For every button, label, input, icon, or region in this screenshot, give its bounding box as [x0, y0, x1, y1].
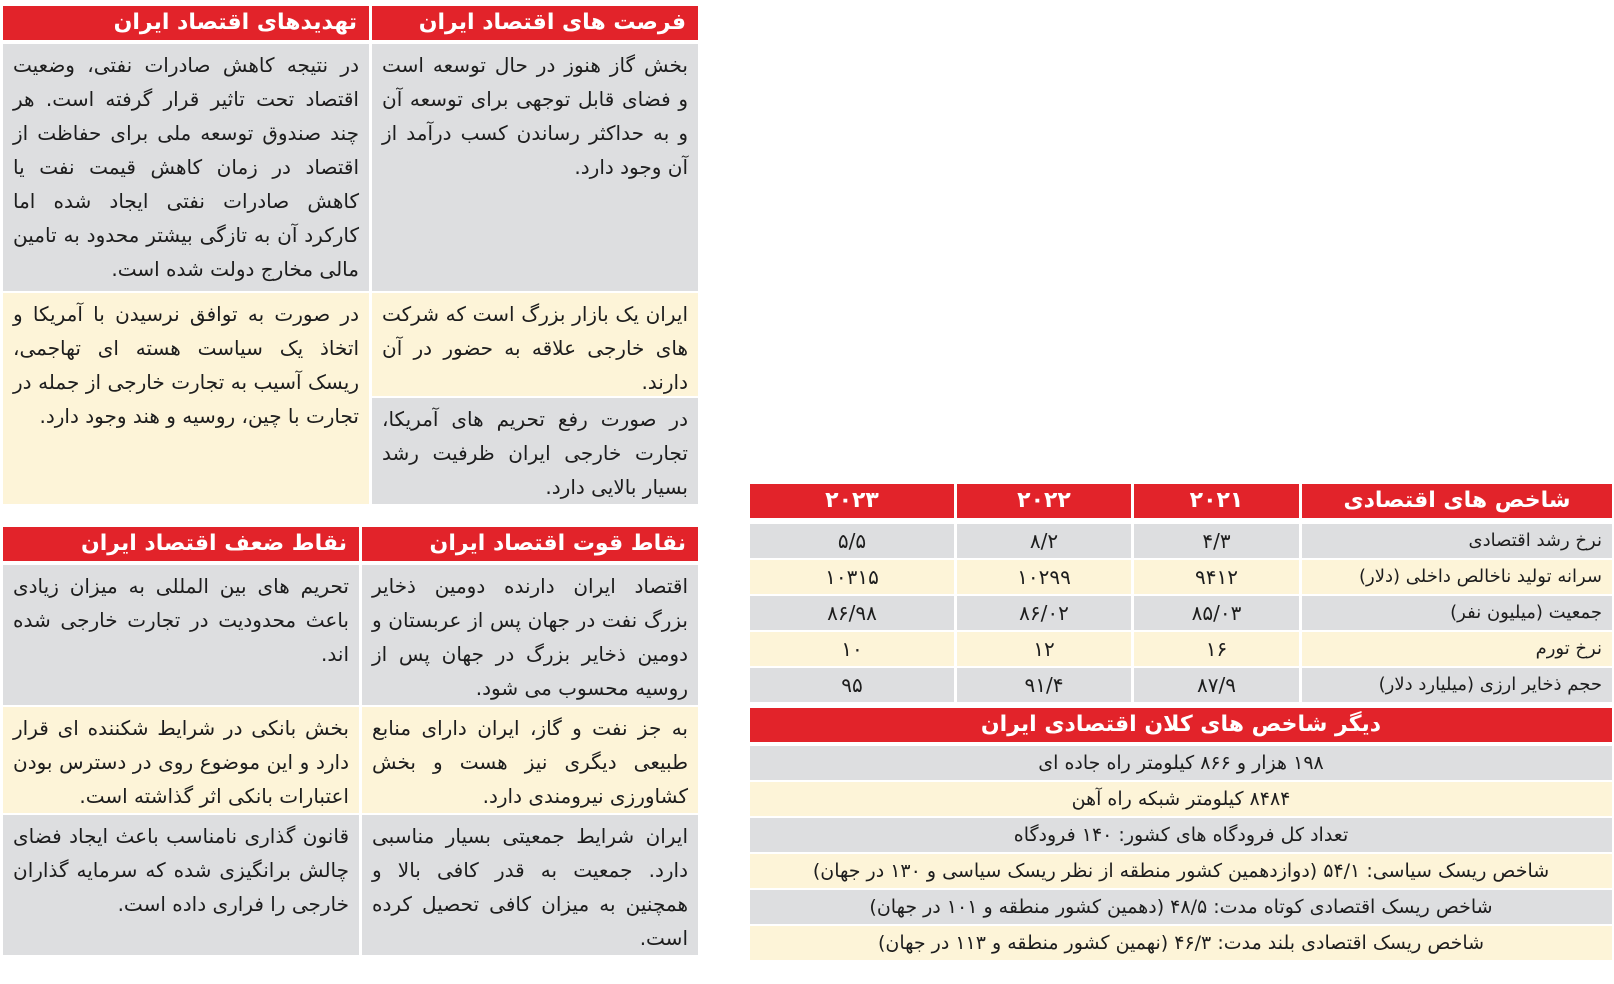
table-cell: ۹۴۱۲ — [1134, 560, 1299, 594]
opportunity-text-2: ایران یک بازار بزرگ است که شرکت های خارجی علاقه به حضور در آن دارند. — [372, 293, 698, 396]
strength-text-1: اقتصاد ایران دارنده دومین ذخایر بزرگ نفت در جهان پس از عربستان و دومین ذخایر بزرگ در جهان پس از روسیه محسوب می شود. — [362, 565, 698, 705]
weaknesses-title: نقاط ضعف اقتصاد ایران — [3, 527, 359, 561]
table-cell: ۱۰۳۱۵ — [750, 560, 954, 594]
weakness-text-1: تحریم های بین المللی به میزان زیادی باعث محدودیت در تجارت خارجی شده اند. — [3, 565, 359, 705]
weakness-text-3: قانون گذاری نامناسب باعث ایجاد فضای چالش برانگیزی شده که سرمایه گذاران خارجی را فراری داده است. — [3, 815, 359, 955]
table-header-2022: ۲۰۲۲ — [957, 484, 1131, 518]
other-indicator-row: ۱۹۸ هزار و ۸۶۶ کیلومتر راه جاده ای — [750, 746, 1612, 780]
table-row-label: نرخ رشد اقتصادی — [1302, 524, 1612, 558]
threats-title: تهدیدهای اقتصاد ایران — [3, 6, 369, 40]
table-row-label: حجم ذخایر ارزی (میلیارد دلار) — [1302, 668, 1612, 702]
table-cell: ۹۵ — [750, 668, 954, 702]
table-cell: ۸۷/۹ — [1134, 668, 1299, 702]
threat-text-1: در نتیجه کاهش صادرات نفتی، وضعیت اقتصاد تحت تاثیر قرار گرفته است. هر چند صندوق توسعه ملی برای حفاظت از اقتصاد در زمان کاهش قیمت نفت یا کاهش صادرات نفتی ایجاد شده اما کارکرد آن به تازگی بیشتر محدود به تامین مالی مخارج دولت شده است. — [3, 44, 369, 291]
strengths-title: نقاط قوت اقتصاد ایران — [362, 527, 698, 561]
other-indicator-row: ۸۴۸۴ کیلومتر شبکه راه آهن — [750, 782, 1612, 816]
table-cell: ۱۶ — [1134, 632, 1299, 666]
table-cell: ۸۵/۰۳ — [1134, 596, 1299, 630]
table-row-label: جمعیت (میلیون نفر) — [1302, 596, 1612, 630]
strength-text-2: به جز نفت و گاز، ایران دارای منابع طبیعی دیگری نیز هست و بخش کشاورزی نیرومندی دارد. — [362, 707, 698, 813]
table-row-label: نرخ تورم — [1302, 632, 1612, 666]
opportunities-title: فرصت های اقتصاد ایران — [372, 6, 698, 40]
weakness-text-2: بخش بانکی در شرایط شکننده ای قرار دارد و این موضوع روی در دسترس بودن اعتبارات بانکی اثر گذاشته است. — [3, 707, 359, 813]
threat-text-2: در صورت به توافق نرسیدن با آمریکا و اتخاذ یک سیاست هسته ای تهاجمی، ریسک آسیب به تجارت خارجی از جمله در تجارت با چین، روسیه و هند وجود دارد. — [3, 293, 369, 504]
strength-text-3: ایران شرایط جمعیتی بسیار مناسبی دارد. جمعیت به قدر کافی بالا و همچنین به میزان کافی تحصیل کرده است. — [362, 815, 698, 955]
table-cell: ۱۰ — [750, 632, 954, 666]
other-indicator-row: تعداد کل فرودگاه های کشور: ۱۴۰ فرودگاه — [750, 818, 1612, 852]
table-header-indicator: شاخص های اقتصادی — [1302, 484, 1612, 518]
other-indicator-row: شاخص ریسک سیاسی: ۵۴/۱ (دوازدهمین کشور منطقه از نظر ریسک سیاسی و ۱۳۰ در جهان) — [750, 854, 1612, 888]
other-indicator-row: شاخص ریسک اقتصادی بلند مدت: ۴۶/۳ (نهمین کشور منطقه و ۱۱۳ در جهان) — [750, 926, 1612, 960]
table-row-label: سرانه تولید ناخالص داخلی (دلار) — [1302, 560, 1612, 594]
table-cell: ۹۱/۴ — [957, 668, 1131, 702]
table-cell: ۱۰۲۹۹ — [957, 560, 1131, 594]
table-cell: ۸۶/۰۲ — [957, 596, 1131, 630]
other-indicator-row: شاخص ریسک اقتصادی کوتاه مدت: ۴۸/۵ (دهمین کشور منطقه و ۱۰۱ در جهان) — [750, 890, 1612, 924]
opportunity-text-3: در صورت رفع تحریم های آمریکا، تجارت خارجی ایران ظرفیت رشد بسیار بالایی دارد. — [372, 398, 698, 504]
table-cell: ۸/۲ — [957, 524, 1131, 558]
table-header-2023: ۲۰۲۳ — [750, 484, 954, 518]
table-cell: ۸۶/۹۸ — [750, 596, 954, 630]
opportunity-text-1: بخش گاز هنوز در حال توسعه است و فضای قابل توجهی برای توسعه آن و به حداکثر رساندن کسب درآمد از آن وجود دارد. — [372, 44, 698, 291]
table-cell: ۴/۳ — [1134, 524, 1299, 558]
table-cell: ۱۲ — [957, 632, 1131, 666]
other-indicators-title: دیگر شاخص های کلان اقتصادی ایران — [750, 708, 1612, 742]
table-cell: ۵/۵ — [750, 524, 954, 558]
table-header-2021: ۲۰۲۱ — [1134, 484, 1299, 518]
